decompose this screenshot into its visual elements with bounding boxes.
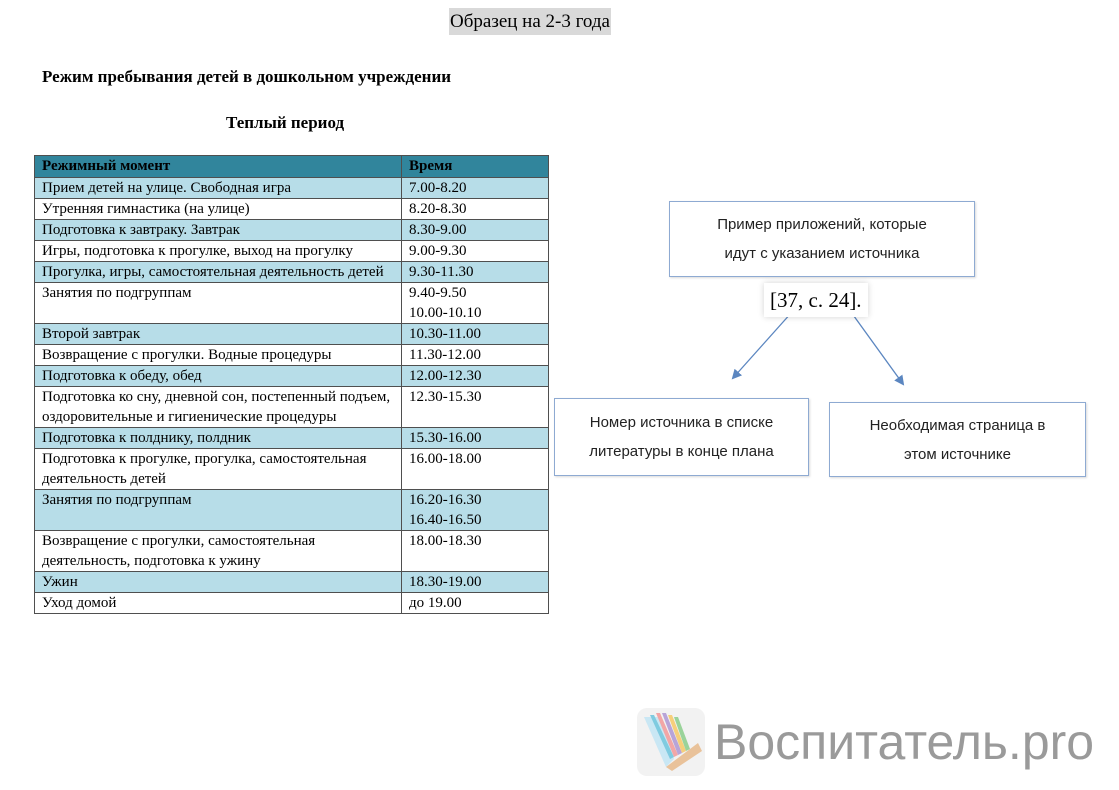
callout-top-line-1: Пример приложений, которые xyxy=(717,216,927,233)
activity-cell: Возвращение с прогулки, самостоятельная деятельность, подготовка к ужину xyxy=(35,531,402,572)
time-value: 11.30-12.00 xyxy=(409,347,481,363)
activity-cell: Прогулка, игры, самостоятельная деятельность детей xyxy=(35,262,402,283)
time-value: 8.30-9.00 xyxy=(409,222,467,238)
activity-cell: Подготовка ко сну, дневной сон, постепенный подъем, оздоровительные и гигиенические процедуры xyxy=(35,387,402,428)
citation-example: [37, с. 24]. xyxy=(764,283,868,317)
time-value: 16.00-18.00 xyxy=(409,451,482,467)
time-value: 8.20-8.30 xyxy=(409,201,467,217)
header-time: Время xyxy=(402,156,549,178)
time-value: 18.30-19.00 xyxy=(409,574,482,590)
activity-cell: Подготовка к завтраку. Завтрак xyxy=(35,220,402,241)
activity-cell: Занятия по подгруппам xyxy=(35,283,402,324)
logo-text: Воспитатель.pro xyxy=(714,714,1095,770)
time-value: 10.00-10.10 xyxy=(409,305,482,321)
activity-cell: Утренняя гимнастика (на улице) xyxy=(35,199,402,220)
activity-cell: Подготовка к обеду, обед xyxy=(35,366,402,387)
activity-cell: Подготовка к полднику, полдник xyxy=(35,428,402,449)
activity-cell: Прием детей на улице. Свободная игра xyxy=(35,178,402,199)
activity-cell: Подготовка к прогулке, прогулка, самостоятельная деятельность детей xyxy=(35,449,402,490)
callout-right-line-1: Необходимая страница в xyxy=(869,416,1046,434)
pencils-icon xyxy=(636,707,706,777)
time-value: 7.00-8.20 xyxy=(409,180,467,196)
callout-left-line-1: Номер источника в списке xyxy=(589,414,774,431)
sample-label: Образец на 2-3 года xyxy=(449,8,611,35)
header-activity: Режимный момент xyxy=(35,156,402,178)
time-value: 16.20-16.30 xyxy=(409,492,482,508)
arrow-to-page xyxy=(851,312,903,384)
time-value: 12.00-12.30 xyxy=(409,368,482,384)
time-value: 9.40-9.50 xyxy=(409,285,467,301)
activity-cell: Игры, подготовка к прогулке, выход на прогулку xyxy=(35,241,402,262)
time-value: 9.30-11.30 xyxy=(409,264,474,280)
site-logo[interactable] xyxy=(636,707,1098,779)
callout-top-line-2: идут с указанием источника xyxy=(724,245,920,262)
time-value: 15.30-16.00 xyxy=(409,430,482,446)
callout-source-number xyxy=(554,398,809,476)
time-value: 10.30-11.00 xyxy=(409,326,481,342)
activity-cell: Ужин xyxy=(35,572,402,593)
time-value: 18.00-18.30 xyxy=(409,533,482,549)
activity-cell: Уход домой xyxy=(35,593,402,614)
time-value: 9.00-9.30 xyxy=(409,243,467,259)
period-heading: Теплый период xyxy=(226,113,345,132)
main-heading: Режим пребывания детей в дошкольном учреждении xyxy=(42,67,452,86)
time-value: 12.30-15.30 xyxy=(409,389,482,405)
time-value: 16.40-16.50 xyxy=(409,512,482,528)
activity-cell: Второй завтрак xyxy=(35,324,402,345)
callout-left-line-2: литературы в конце плана xyxy=(589,443,774,460)
callout-right-line-2: этом источнике xyxy=(904,445,1011,463)
arrow-to-source-number xyxy=(733,312,792,378)
activity-cell: Занятия по подгруппам xyxy=(35,490,402,531)
callout-example-applications xyxy=(669,201,975,277)
activity-cell: Возвращение с прогулки. Водные процедуры xyxy=(35,345,402,366)
time-value: до 19.00 xyxy=(409,595,462,611)
callout-page-number xyxy=(829,402,1086,477)
